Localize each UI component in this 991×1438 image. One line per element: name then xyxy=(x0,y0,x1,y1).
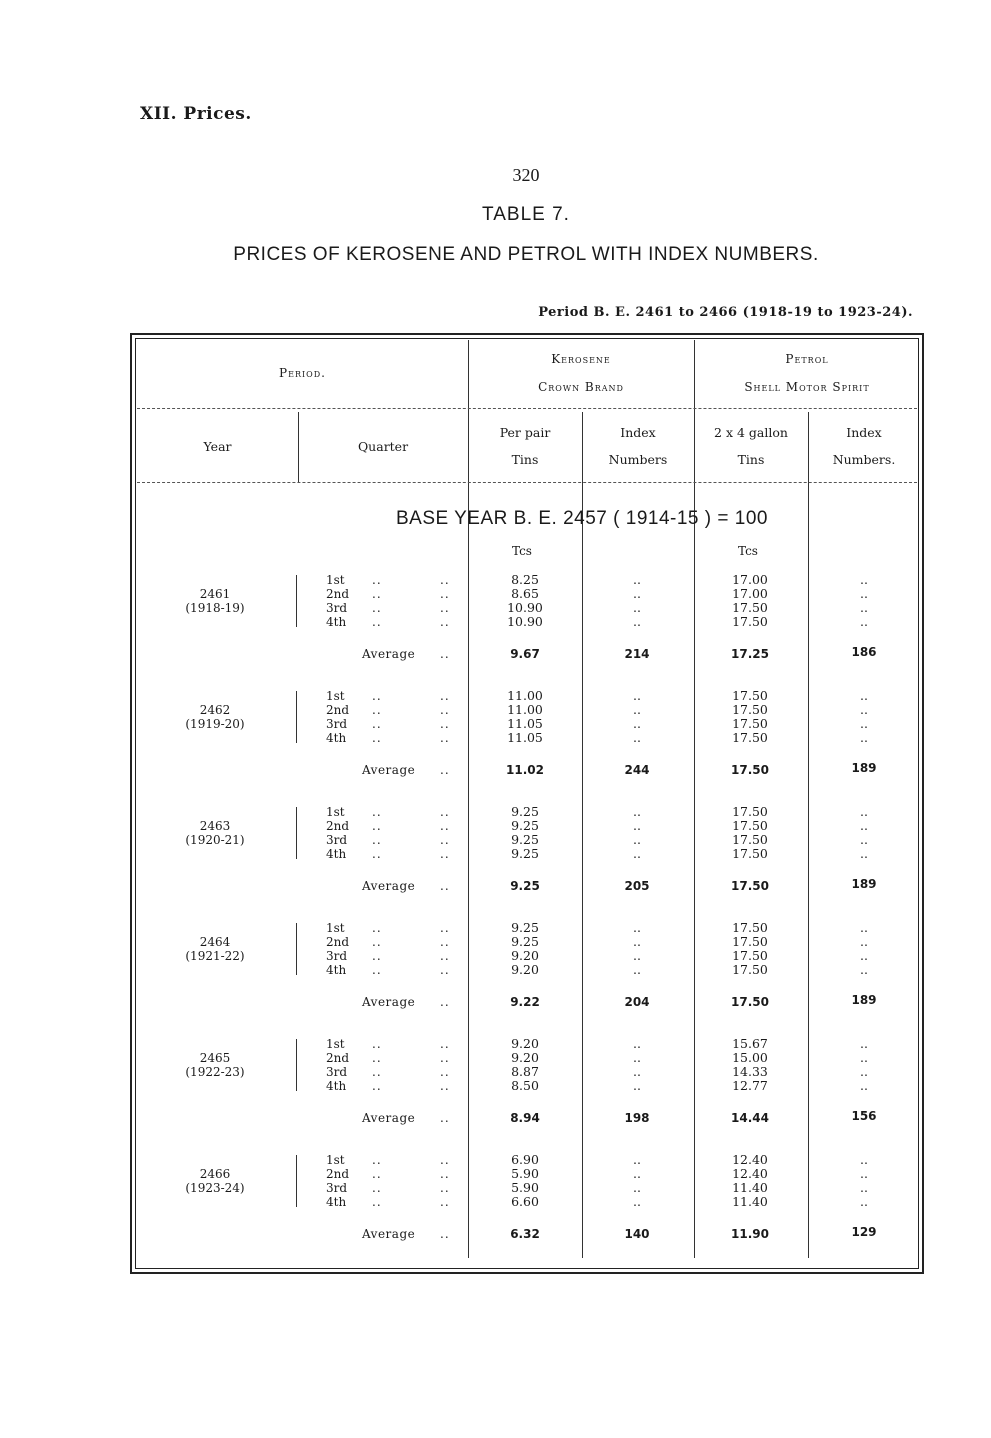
petrol-price: 12.40 xyxy=(732,1152,768,1167)
leader-dots: .. xyxy=(440,1181,450,1195)
leader-dots: .. xyxy=(440,1195,450,1209)
leader-dots: .. xyxy=(440,921,450,935)
petrol-average-price: 11.90 xyxy=(731,1227,769,1241)
kerosene-price: 10.90 xyxy=(507,614,543,629)
kerosene-price: 5.90 xyxy=(511,1180,539,1195)
kerosene-index: .. xyxy=(633,1194,641,1209)
average-label: Average xyxy=(362,647,416,661)
leader-dots: .. xyxy=(372,935,382,949)
quarter-label: 4th xyxy=(326,963,347,977)
petrol-average-index: 189 xyxy=(851,993,877,1007)
rule-kero-price-index xyxy=(582,412,583,1258)
petrol-index: .. xyxy=(860,846,868,861)
kerosene-price: 9.25 xyxy=(511,818,539,833)
kerosene-price: 9.25 xyxy=(511,934,539,949)
kerosene-average-index: 214 xyxy=(624,647,650,661)
leader-dots: .. xyxy=(440,1079,450,1093)
petrol-index: .. xyxy=(860,1050,868,1065)
petrol-index: .. xyxy=(860,934,868,949)
rule-period-kerosene xyxy=(468,340,469,1258)
petrol-index: .. xyxy=(860,730,868,745)
leader-dots: .. xyxy=(440,1153,450,1167)
quarter-label: 1st xyxy=(326,805,345,819)
leader-dots: .. xyxy=(440,1111,450,1125)
base-year-line: BASE YEAR B. E. 2457 ( 1914-15 ) = 100 xyxy=(396,508,768,529)
leader-dots: .. xyxy=(440,949,450,963)
kerosene-price: 8.50 xyxy=(511,1078,539,1093)
kerosene-price: 9.25 xyxy=(511,846,539,861)
rule-kerosene-petrol xyxy=(694,340,695,1258)
quarter-label: 2nd xyxy=(326,703,350,717)
petrol-price: 17.50 xyxy=(732,934,768,949)
average-label: Average xyxy=(362,763,416,777)
petrol-index: .. xyxy=(860,1064,868,1079)
leader-dots: .. xyxy=(372,717,382,731)
leader-dots: .. xyxy=(440,647,450,661)
year-ad: (1923-24) xyxy=(185,1181,245,1195)
period-line: Period B. E. 2461 to 2466 (1918-19 to 1923-24). xyxy=(538,305,913,320)
leader-dots: .. xyxy=(372,1153,382,1167)
year-ad: (1920-21) xyxy=(185,833,245,847)
petrol-price: 17.50 xyxy=(732,702,768,717)
year-be: 2465 xyxy=(199,1051,231,1065)
kerosene-index: .. xyxy=(633,1036,641,1051)
quarter-label: 1st xyxy=(326,1037,345,1051)
quarter-label: 2nd xyxy=(326,1051,350,1065)
leader-dots: .. xyxy=(440,1227,450,1241)
leader-dots: .. xyxy=(440,717,450,731)
leader-dots: .. xyxy=(372,833,382,847)
header-pet-index-2: Numbers. xyxy=(832,452,896,467)
header-pet-index-1: Index xyxy=(846,425,882,440)
petrol-index: .. xyxy=(860,572,868,587)
leader-dots: .. xyxy=(372,819,382,833)
header-pet-price-1: 2 x 4 gallon xyxy=(714,425,788,440)
leader-dots: .. xyxy=(440,763,450,777)
leader-dots: .. xyxy=(372,1195,382,1209)
leader-dots: .. xyxy=(440,995,450,1009)
kerosene-index: .. xyxy=(633,1152,641,1167)
petrol-price: 17.50 xyxy=(732,818,768,833)
petrol-average-price: 14.44 xyxy=(731,1111,769,1125)
leader-dots: .. xyxy=(372,1181,382,1195)
kerosene-index: .. xyxy=(633,600,641,615)
petrol-index: .. xyxy=(860,1152,868,1167)
header-year: Year xyxy=(203,439,232,454)
kerosene-index: .. xyxy=(633,716,641,731)
kerosene-index: .. xyxy=(633,614,641,629)
kerosene-index: .. xyxy=(633,1166,641,1181)
petrol-index: .. xyxy=(860,920,868,935)
kerosene-index: .. xyxy=(633,948,641,963)
kerosene-price: 5.90 xyxy=(511,1166,539,1181)
kerosene-average-price: 9.25 xyxy=(510,879,540,893)
kerosene-index: .. xyxy=(633,1078,641,1093)
petrol-average-index: 156 xyxy=(851,1109,877,1123)
petrol-average-index: 189 xyxy=(851,761,877,775)
petrol-price: 17.50 xyxy=(732,804,768,819)
kerosene-index: .. xyxy=(633,688,641,703)
leader-dots: .. xyxy=(372,949,382,963)
petrol-index: .. xyxy=(860,962,868,977)
kerosene-price: 11.05 xyxy=(507,716,543,731)
kerosene-price: 11.00 xyxy=(507,688,543,703)
year-be: 2466 xyxy=(199,1167,231,1181)
leader-dots: .. xyxy=(372,573,382,587)
kerosene-average-index: 205 xyxy=(624,879,650,893)
petrol-price: 17.50 xyxy=(732,920,768,935)
petrol-index: .. xyxy=(860,1166,868,1181)
petrol-price: 17.00 xyxy=(732,586,768,601)
kerosene-price: 8.87 xyxy=(511,1064,539,1079)
quarter-brace xyxy=(296,691,304,743)
leader-dots: .. xyxy=(372,1065,382,1079)
quarter-label: 2nd xyxy=(326,819,350,833)
leader-dots: .. xyxy=(372,731,382,745)
kerosene-price: 11.05 xyxy=(507,730,543,745)
kerosene-average-index: 198 xyxy=(624,1111,650,1125)
leader-dots: .. xyxy=(372,963,382,977)
leader-dots: .. xyxy=(440,601,450,615)
quarter-brace xyxy=(296,923,304,975)
leader-dots: .. xyxy=(372,1167,382,1181)
quarter-label: 3rd xyxy=(326,1065,348,1079)
leader-dots: .. xyxy=(440,1167,450,1181)
petrol-price: 17.00 xyxy=(732,572,768,587)
kerosene-index: .. xyxy=(633,586,641,601)
table-title: PRICES OF KEROSENE AND PETROL WITH INDEX NUMBERS. xyxy=(233,244,819,265)
petrol-index: .. xyxy=(860,818,868,833)
petrol-index: .. xyxy=(860,614,868,629)
petrol-index: .. xyxy=(860,1036,868,1051)
leader-dots: .. xyxy=(372,601,382,615)
leader-dots: .. xyxy=(440,703,450,717)
quarter-brace xyxy=(296,575,304,627)
kerosene-index: .. xyxy=(633,1180,641,1195)
petrol-index: .. xyxy=(860,586,868,601)
petrol-price: 17.50 xyxy=(732,600,768,615)
header-period: Period. xyxy=(279,366,326,380)
quarter-label: 1st xyxy=(326,1153,345,1167)
petrol-price: 11.40 xyxy=(732,1180,768,1195)
quarter-label: 1st xyxy=(326,921,345,935)
average-label: Average xyxy=(362,1227,416,1241)
kerosene-price: 9.20 xyxy=(511,962,539,977)
kerosene-index: .. xyxy=(633,702,641,717)
petrol-average-price: 17.50 xyxy=(731,763,769,777)
table-number: TABLE 7. xyxy=(482,204,570,225)
petrol-price: 12.77 xyxy=(732,1078,768,1093)
petrol-average-index: 189 xyxy=(851,877,877,891)
quarter-label: 2nd xyxy=(326,935,350,949)
year-be: 2463 xyxy=(199,819,231,833)
kerosene-index: .. xyxy=(633,920,641,935)
petrol-price: 17.50 xyxy=(732,614,768,629)
kerosene-price: 9.20 xyxy=(511,1050,539,1065)
quarter-label: 3rd xyxy=(326,833,348,847)
rule-pet-price-index xyxy=(808,412,809,1258)
petrol-average-price: 17.50 xyxy=(731,879,769,893)
leader-dots: .. xyxy=(440,963,450,977)
quarter-label: 3rd xyxy=(326,717,348,731)
quarter-label: 3rd xyxy=(326,949,348,963)
leader-dots: .. xyxy=(440,587,450,601)
kerosene-price: 6.90 xyxy=(511,1152,539,1167)
petrol-index: .. xyxy=(860,702,868,717)
petrol-price: 11.40 xyxy=(732,1194,768,1209)
kerosene-price: 9.25 xyxy=(511,832,539,847)
petrol-price: 15.00 xyxy=(732,1050,768,1065)
header-petrol-brand: Shell Motor Spirit xyxy=(744,380,870,394)
year-ad: (1918-19) xyxy=(185,601,245,615)
year-be: 2461 xyxy=(199,587,231,601)
year-ad: (1919-20) xyxy=(185,717,245,731)
year-ad: (1921-22) xyxy=(185,949,245,963)
average-label: Average xyxy=(362,879,416,893)
leader-dots: .. xyxy=(440,615,450,629)
header-quarter: Quarter xyxy=(357,439,409,454)
leader-dots: .. xyxy=(372,689,382,703)
kerosene-index: .. xyxy=(633,1050,641,1065)
petrol-price: 17.50 xyxy=(732,832,768,847)
kerosene-index: .. xyxy=(633,804,641,819)
leader-dots: .. xyxy=(372,847,382,861)
leader-dots: .. xyxy=(440,573,450,587)
kerosene-average-price: 9.67 xyxy=(510,647,540,661)
petrol-average-price: 17.25 xyxy=(731,647,769,661)
leader-dots: .. xyxy=(440,689,450,703)
leader-dots: .. xyxy=(372,587,382,601)
leader-dots: .. xyxy=(440,847,450,861)
header-kero-price-1: Per pair xyxy=(499,425,551,440)
leader-dots: .. xyxy=(440,935,450,949)
quarter-label: 4th xyxy=(326,847,347,861)
petrol-index: .. xyxy=(860,688,868,703)
header-kerosene-brand: Crown Brand xyxy=(538,380,624,394)
kerosene-average-index: 204 xyxy=(624,995,650,1009)
kerosene-average-price: 11.02 xyxy=(506,763,544,777)
leader-dots: .. xyxy=(440,833,450,847)
header-kero-index-1: Index xyxy=(620,425,656,440)
kerosene-index: .. xyxy=(633,934,641,949)
page-number: 320 xyxy=(512,165,540,185)
quarter-label: 1st xyxy=(326,689,345,703)
kerosene-price: 11.00 xyxy=(507,702,543,717)
header-kero-index-2: Numbers xyxy=(608,452,668,467)
leader-dots: .. xyxy=(440,1051,450,1065)
leader-dots: .. xyxy=(372,1037,382,1051)
petrol-price: 12.40 xyxy=(732,1166,768,1181)
kerosene-index: .. xyxy=(633,730,641,745)
header-kerosene: Kerosene xyxy=(551,352,611,366)
leader-dots: .. xyxy=(372,703,382,717)
kerosene-price: 8.65 xyxy=(511,586,539,601)
leader-dots: .. xyxy=(372,805,382,819)
kerosene-price: 8.25 xyxy=(511,572,539,587)
kerosene-index: .. xyxy=(633,832,641,847)
header-petrol: Petrol xyxy=(785,352,829,366)
header-kero-price-2: Tins xyxy=(511,452,539,467)
quarter-label: 4th xyxy=(326,1079,347,1093)
petrol-index: .. xyxy=(860,1194,868,1209)
unit-petrol: Tcs xyxy=(738,544,758,558)
petrol-price: 15.67 xyxy=(732,1036,768,1051)
petrol-price: 17.50 xyxy=(732,716,768,731)
rule-header-2 xyxy=(137,482,917,483)
year-ad: (1922-23) xyxy=(185,1065,245,1079)
leader-dots: .. xyxy=(440,731,450,745)
petrol-price: 17.50 xyxy=(732,948,768,963)
leader-dots: .. xyxy=(440,805,450,819)
kerosene-index: .. xyxy=(633,846,641,861)
petrol-average-index: 129 xyxy=(851,1225,877,1239)
average-label: Average xyxy=(362,1111,416,1125)
kerosene-index: .. xyxy=(633,1064,641,1079)
kerosene-average-index: 140 xyxy=(624,1227,650,1241)
year-be: 2464 xyxy=(199,935,231,949)
kerosene-price: 9.25 xyxy=(511,920,539,935)
petrol-index: .. xyxy=(860,1078,868,1093)
quarter-label: 4th xyxy=(326,731,347,745)
quarter-label: 4th xyxy=(326,1195,347,1209)
leader-dots: .. xyxy=(372,615,382,629)
year-be: 2462 xyxy=(199,703,231,717)
quarter-brace xyxy=(296,807,304,859)
kerosene-average-price: 8.94 xyxy=(510,1111,540,1125)
leader-dots: .. xyxy=(440,1037,450,1051)
quarter-label: 2nd xyxy=(326,587,350,601)
kerosene-average-price: 9.22 xyxy=(510,995,540,1009)
section-title: XII. Prices. xyxy=(140,104,252,124)
leader-dots: .. xyxy=(372,921,382,935)
petrol-price: 17.50 xyxy=(732,962,768,977)
quarter-label: 3rd xyxy=(326,1181,348,1195)
quarter-label: 1st xyxy=(326,573,345,587)
leader-dots: .. xyxy=(372,1051,382,1065)
kerosene-price: 6.60 xyxy=(511,1194,539,1209)
petrol-average-price: 17.50 xyxy=(731,995,769,1009)
kerosene-average-index: 244 xyxy=(624,763,650,777)
petrol-average-index: 186 xyxy=(851,645,877,659)
quarter-label: 3rd xyxy=(326,601,348,615)
petrol-price: 14.33 xyxy=(732,1064,768,1079)
kerosene-index: .. xyxy=(633,962,641,977)
petrol-index: .. xyxy=(860,716,868,731)
quarter-label: 2nd xyxy=(326,1167,350,1181)
rule-header-1 xyxy=(137,408,917,409)
kerosene-average-price: 6.32 xyxy=(510,1227,540,1241)
header-pet-price-2: Tins xyxy=(737,452,765,467)
average-label: Average xyxy=(362,995,416,1009)
petrol-index: .. xyxy=(860,832,868,847)
leader-dots: .. xyxy=(440,1065,450,1079)
leader-dots: .. xyxy=(440,819,450,833)
kerosene-index: .. xyxy=(633,572,641,587)
quarter-brace xyxy=(296,1039,304,1091)
petrol-price: 17.50 xyxy=(732,730,768,745)
kerosene-index: .. xyxy=(633,818,641,833)
quarter-brace xyxy=(296,1155,304,1207)
quarter-label: 4th xyxy=(326,615,347,629)
petrol-price: 17.50 xyxy=(732,846,768,861)
petrol-index: .. xyxy=(860,1180,868,1195)
petrol-index: .. xyxy=(860,948,868,963)
kerosene-price: 9.25 xyxy=(511,804,539,819)
kerosene-price: 9.20 xyxy=(511,1036,539,1051)
leader-dots: .. xyxy=(440,879,450,893)
leader-dots: .. xyxy=(372,1079,382,1093)
kerosene-price: 10.90 xyxy=(507,600,543,615)
kerosene-price: 9.20 xyxy=(511,948,539,963)
petrol-index: .. xyxy=(860,804,868,819)
petrol-price: 17.50 xyxy=(732,688,768,703)
unit-kerosene: Tcs xyxy=(512,544,532,558)
petrol-index: .. xyxy=(860,600,868,615)
